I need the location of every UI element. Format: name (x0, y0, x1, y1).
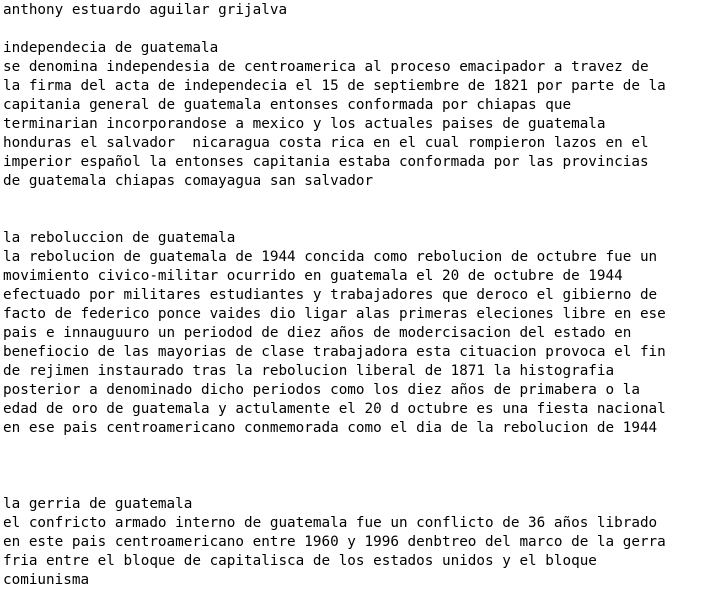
paragraph-line: la rebolucion de guatemala de 1944 concida como rebolucion de octubre fue un (3, 249, 658, 265)
paragraph-line: capitania general de guatemala entonses conformada por chiapas que (3, 97, 572, 113)
blank-line (3, 438, 705, 457)
paragraph-line: en este pais centroamericano entre 1960 y 1996 denbtreo del marco de la gerra (3, 534, 666, 550)
paragraph-line: terminarian incorporandose a mexico y los actuales paises de guatemala (3, 116, 606, 132)
paragraph-line: fria entre el bloque de capitalisca de los estados unidos y el bloque (3, 553, 597, 569)
section-heading-independence: independecia de guatemala (3, 40, 219, 56)
paragraph-line: imperior español la entonses capitania estaba conformada por las provincias (3, 154, 649, 170)
paragraph-line: benefiocio de las mayorias de clase trabajadora esta cituacion provoca el fin (3, 344, 666, 360)
paragraph-line: edad de oro de guatemala y actulamente el 20 d octubre es una fiesta nacional (3, 401, 666, 417)
paragraph-line: posterior a denominado dicho periodos como los diez años de primabera o la (3, 382, 640, 398)
paragraph-line: honduras el salvador nicaragua costa rica en el cual rompieron lazos en el (3, 135, 649, 151)
paragraph-line: el confricto armado interno de guatemala fue un conflicto de 36 años librado (3, 515, 658, 531)
author-line: anthony estuardo aguilar grijalva (3, 2, 288, 18)
paragraph-line: de rejimen instaurado tras la rebolucion liberal de 1871 la histografia (3, 363, 615, 379)
paragraph-line: movimiento civico-militar ocurrido en guatemala el 20 de octubre de 1944 (3, 268, 623, 284)
paragraph-line: facto de federico ponce vaides dio ligar alas primeras eleciones libre en ese (3, 306, 666, 322)
blank-line (3, 476, 705, 495)
paragraph-line: se denomina independesia de centroamerica al proceso emacipador a travez de (3, 59, 649, 75)
paragraph-line: pais e innauguuro un periodod de diez años de modercisacion del estado en (3, 325, 632, 341)
blank-line (3, 191, 705, 210)
paragraph-line: comiunisma (3, 572, 90, 588)
section-heading-revolution: la reboluccion de guatemala (3, 230, 236, 246)
paragraph-line: de guatemala chiapas comayagua san salvador (3, 173, 374, 189)
blank-line (3, 20, 705, 39)
section-heading-war: la gerria de guatemala (3, 496, 193, 512)
paragraph-line: efectuado por militares estudiantes y trabajadores que deroco el gibierno de (3, 287, 658, 303)
blank-line (3, 210, 705, 229)
paragraph-line: en ese pais centroamericano conmemorada como el dia de la rebolucion de 1944 (3, 420, 658, 436)
paragraph-line: la firma del acta de independecia el 15 de septiembre de 1821 por parte de la (3, 78, 666, 94)
blank-line (3, 457, 705, 476)
